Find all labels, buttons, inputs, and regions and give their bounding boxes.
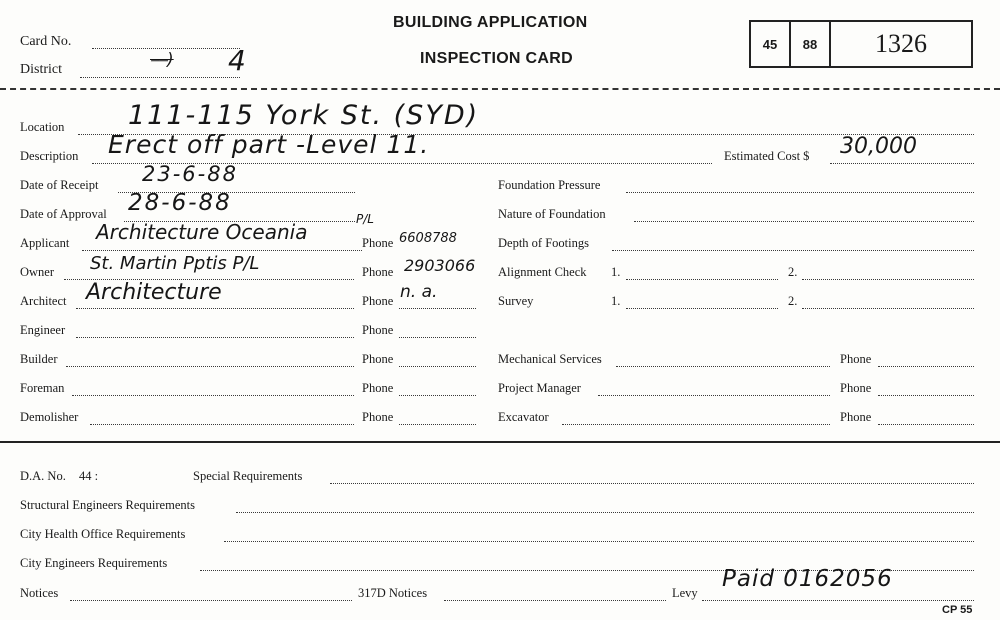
alignment-check-line2 <box>802 279 974 280</box>
notices-317d-line <box>444 600 666 601</box>
survey-label: Survey <box>498 294 534 308</box>
project-manager-label: Project Manager <box>498 381 581 395</box>
description-value: Erect off part -Level 11. <box>108 130 430 159</box>
survey-line2 <box>802 308 974 309</box>
header-divider <box>0 88 1000 90</box>
special-requirements-line <box>330 483 974 484</box>
architect-phone-label: Phone <box>362 294 394 308</box>
foreman-label: Foreman <box>20 381 65 395</box>
architect-phone-value: n. a. <box>400 282 438 302</box>
date-of-receipt-value: 23-6-88 <box>142 162 238 186</box>
date-of-approval-value: 28-6-88 <box>128 190 232 216</box>
section-divider <box>0 441 1000 443</box>
special-requirements-label: Special Requirements <box>193 469 303 483</box>
foreman-phone-line <box>399 395 476 396</box>
da-no-label: D.A. No. <box>20 469 66 483</box>
mechanical-services-phone-line <box>878 366 974 367</box>
description-label: Description <box>20 149 79 163</box>
applicant-line <box>82 250 362 251</box>
estimated-cost-line <box>830 163 974 164</box>
nature-of-foundation-label: Nature of Foundation <box>498 207 606 221</box>
builder-line <box>66 366 354 367</box>
engineer-line <box>76 337 354 338</box>
district-strikeout: ⎯⎯) <box>150 50 174 70</box>
architect-label: Architect <box>20 294 67 308</box>
levy-label: Levy <box>672 586 698 600</box>
demolisher-phone-line <box>399 424 476 425</box>
applicant-value: Architecture Oceania <box>96 220 308 244</box>
estimated-cost-label: Estimated Cost $ <box>724 149 810 163</box>
card-no-line <box>92 48 240 49</box>
applicant-phone-value: 6608788 <box>399 231 457 246</box>
architect-value: Architecture <box>86 280 222 305</box>
applicant-suffix: P/L <box>356 212 374 226</box>
date-of-approval-label: Date of Approval <box>20 207 107 221</box>
notices-317d-label: 317D Notices <box>358 586 428 600</box>
project-manager-phone-line <box>878 395 974 396</box>
project-manager-line <box>598 395 830 396</box>
levy-line <box>702 600 974 601</box>
district-label: District <box>20 62 62 77</box>
excavator-label: Excavator <box>498 410 549 424</box>
alignment-check-label: Alignment Check <box>498 265 587 279</box>
excavator-phone-label: Phone <box>840 410 872 424</box>
builder-phone-line <box>399 366 476 367</box>
reference-number-box <box>749 20 973 68</box>
demolisher-phone-label: Phone <box>362 410 394 424</box>
district-line <box>80 77 240 78</box>
foundation-pressure-line <box>626 192 974 193</box>
owner-phone-label: Phone <box>362 265 394 279</box>
city-health-label: City Health Office Requirements <box>20 527 186 541</box>
estimated-cost-value: 30,000 <box>840 134 917 159</box>
builder-label: Builder <box>20 352 58 366</box>
foundation-pressure-label: Foundation Pressure <box>498 178 601 192</box>
card-title-line2: INSPECTION CARD <box>420 50 573 67</box>
date-of-receipt-label: Date of Receipt <box>20 178 99 192</box>
owner-phone-value: 2903066 <box>404 256 476 275</box>
survey-line1 <box>626 308 778 309</box>
form-code: CP 55 <box>942 604 973 616</box>
demolisher-label: Demolisher <box>20 410 79 424</box>
levy-value: Paid 0162056 <box>722 566 893 592</box>
alignment-check-line1 <box>626 279 778 280</box>
owner-value: St. Martin Pptis P/L <box>90 253 260 274</box>
survey-num1: 1. <box>611 294 621 308</box>
engineer-label: Engineer <box>20 323 66 337</box>
demolisher-line <box>90 424 354 425</box>
depth-of-footings-line <box>612 250 974 251</box>
nature-of-foundation-line <box>634 221 974 222</box>
owner-label: Owner <box>20 265 55 279</box>
mechanical-services-phone-label: Phone <box>840 352 872 366</box>
engineer-phone-label: Phone <box>362 323 394 337</box>
card-title-line1: BUILDING APPLICATION <box>393 14 588 31</box>
notices-label: Notices <box>20 586 59 600</box>
survey-num2: 2. <box>788 294 798 308</box>
foreman-phone-label: Phone <box>362 381 394 395</box>
structural-engineers-line <box>236 512 974 513</box>
ref-box-cell-2: 88 <box>791 22 831 66</box>
mechanical-services-label: Mechanical Services <box>498 352 602 366</box>
ref-box-cell-3: 1326 <box>875 29 927 58</box>
architect-phone-line <box>399 308 476 309</box>
depth-of-footings-label: Depth of Footings <box>498 236 589 250</box>
location-label: Location <box>20 120 65 134</box>
builder-phone-label: Phone <box>362 352 394 366</box>
alignment-check-num2: 2. <box>788 265 798 279</box>
engineer-phone-line <box>399 337 476 338</box>
alignment-check-num1: 1. <box>611 265 621 279</box>
district-value: 4 <box>228 44 246 77</box>
city-health-line <box>224 541 974 542</box>
architect-line <box>76 308 354 309</box>
da-no-value: 44 : <box>79 469 99 483</box>
excavator-line <box>562 424 830 425</box>
excavator-phone-line <box>878 424 974 425</box>
foreman-line <box>72 395 354 396</box>
structural-engineers-label: Structural Engineers Requirements <box>20 498 195 512</box>
mechanical-services-line <box>616 366 830 367</box>
applicant-phone-label: Phone <box>362 236 394 250</box>
ref-box-cell-1: 45 <box>751 22 791 66</box>
location-value: 111-115 York St. (SYD) <box>128 100 480 131</box>
applicant-label: Applicant <box>20 236 70 250</box>
notices-line <box>70 600 352 601</box>
project-manager-phone-label: Phone <box>840 381 872 395</box>
city-engineers-label: City Engineers Requirements <box>20 556 168 570</box>
card-no-label: Card No. <box>20 34 72 49</box>
